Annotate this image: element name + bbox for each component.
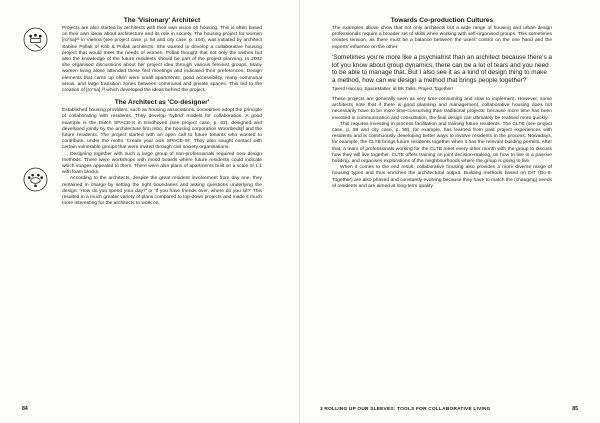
paragraph: According to the architects, despite the great resident involvement from day one, they remained in charge by setting the right boundaries and asking questions underlying the design: 'How do you spend your day?' or 'If you have friends over, where do you sit?' This resulted in a much greater variety of plans compared to top-down projects and made it much more interesting for the architects to work on. xyxy=(62,176,262,207)
paragraph: When it comes to the end result, collaborative housing also provides a more diverse range of housing types and thus enriches the architectural output. Building methods based on DIT (Do-It-Together) are also phased and constantly evolving because they have to match the (changing) needs of residents and are aimed at long-term quality. xyxy=(332,165,552,189)
co-designer-icon xyxy=(23,167,48,192)
right-text-column xyxy=(332,17,552,190)
section-heading-visionary: The 'Visionary' Architect xyxy=(123,17,201,24)
paragraph: These projects are generally seen as very time-consuming and slow to implement. However, some architects note that if there is good planning and management, collaborative housing does not necessarily have to be more time-consuming than traditional projects: because more time has been invested in communication and consultation, the final design can ultimately be realised more quickly. xyxy=(332,97,552,121)
visionary-architect-icon xyxy=(23,27,48,52)
running-footer: 3 ROLLING UP OUR SLEEVES: TOOLS FOR COLLABORATIVE LIVING xyxy=(320,407,491,412)
paragraph: This requires investing in process facilitation and training future residents. The CLTB (see project case, p. 58 and city case, p. 98), for example, has learned from past project experiences with residents and is continuously developing better ways to involve residents in the process. Nowadays, for example, the CLTB brings future residents together when it has the relevant building permits. After that, a team of professionals working for the CLTB meet every other month with the group to discuss how they will live together. CLTB offers training on joint decision-making, on how to live in a passive building, and organises explorations of the neighbourhoods where the group is going to live. xyxy=(332,121,552,165)
paragraph: Projects are also started by architects with their own vision on housing. This is often based on their own ideas about architecture and its role in society. The housing project for women [ro*sa]²² in Vienna (see project case, p. 54 and city case, p. 104), was initiated by architect Sabine Pollak of Köb & Pollak architects. She wanted to develop a collaborative housing project that would meet the needs of women. Pollak thought that not only the wishes but also the knowledge of the future residents should be part of the project planning. In 2002 she organised discussions about her project idea through various feminist groups. Many women living alone attended these first meetings and indicated their preferences. Design elements that came up often were small apartments, good accessibility, many communal areas, and large transition zones between communal and private spaces. This led to the creation of [ro*sa],²³ which developed the ideas behind the project. xyxy=(62,26,262,94)
page-number-right: 85 xyxy=(572,406,578,412)
right-page xyxy=(300,0,600,423)
section-heading-co-production: Towards Co-production Cultures xyxy=(390,17,494,24)
paragraph: Designing together with such a large group of non-professionals required new design methods. There were workshops with mood boards where future residents could indicate which images appealed to them. There were also plans of apartments built on a scale of 1:1 with foam blocks. xyxy=(62,151,262,176)
paragraph: The examples above show that not only architects but a wide range of housing and urban design professionals require a broader set of skills when working with self-organised groups. This sometimes creates tension, as there must be a balance between the users' control on the one hand and the experts' influence on the other. xyxy=(332,26,552,50)
left-text-column xyxy=(62,17,262,207)
page-number-left: 84 xyxy=(22,406,28,412)
quote-source: Tjeerd Haccou, SpaceMatter, at BK Talks, Project Together! xyxy=(332,86,453,91)
section-heading-co-designer: The Architect as 'Co-designer' xyxy=(114,99,210,107)
paragraph: Established housing providers, such as housing associations, sometimes adopt the principle of collaborating with residents. They develop 'hybrid' models for collaboration. A good example is the Dutch SPACE-S in Eindhoven (see project case, p. 62), designed and developed jointly by the architecture firm Inbo, the housing corporation Woonbedrijf and the future residents. The project started with an open call to future tenants who wanted to contribute, under the motto 'Create your own SPACE-S!'. They also sought contact with certain vulnerable groups that were invited through civil society organisations. xyxy=(62,108,262,151)
pull-quote: 'Sometimes you're more like a psychiatrist than an architect because there's a lot you know about group dynamics, there can be a lot of tears and you need to be able to manage that. But I also see it as a kind of design thing to make a method, how can we design a method that brings people together?' xyxy=(332,53,552,85)
